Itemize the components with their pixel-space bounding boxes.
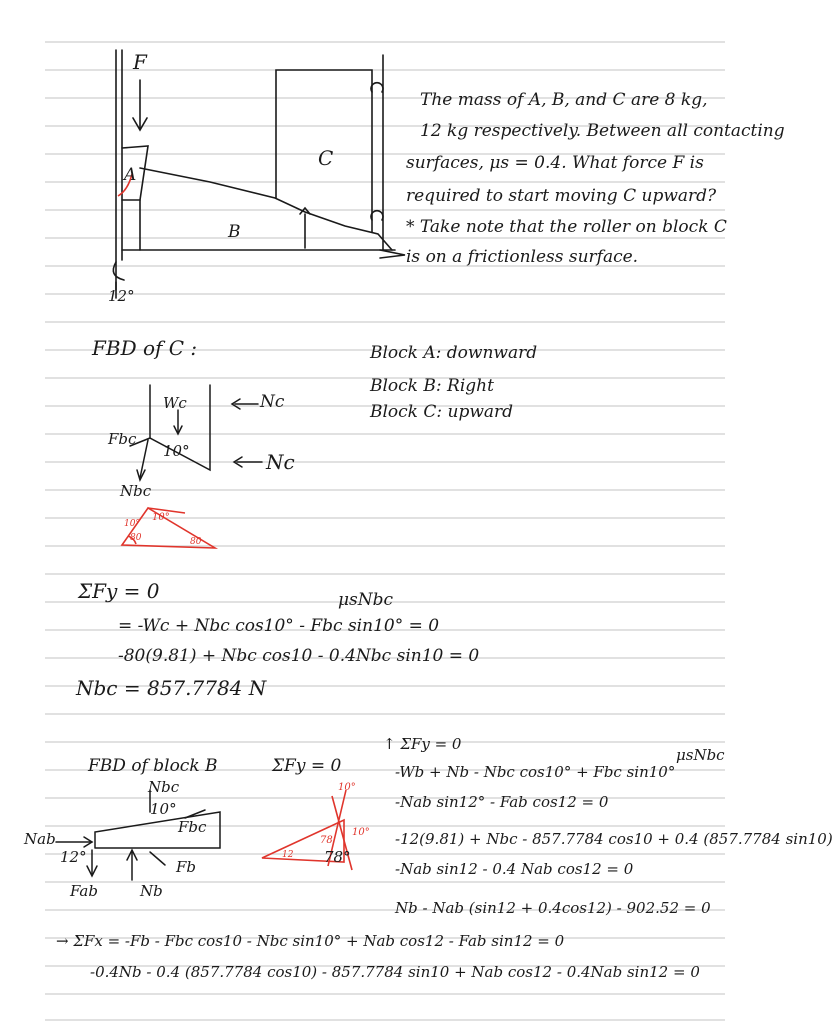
fbd-b-fab-label: Fab: [70, 882, 98, 900]
eq-b-line-5: -Nab sin12 - 0.4 Nab cos12 = 0: [395, 860, 634, 878]
problem-line-4: required to start moving C upward?: [406, 186, 717, 206]
problem-line-6: is on a frictionless surface.: [406, 247, 639, 267]
block-c-label: C: [318, 146, 334, 170]
eq-b-line-1: ↑ ΣFy = 0: [383, 735, 462, 753]
block-a-label: A: [124, 165, 137, 185]
fbd-b-nb-label: Nb: [140, 882, 163, 900]
problem-line-5: * Take note that the roller on block C: [406, 217, 727, 237]
nc-top-label: Nc: [260, 392, 285, 412]
nc-bottom-label: Nc: [266, 450, 295, 474]
angle-label: 12°: [108, 287, 135, 305]
eq-b-line-4: -12(9.81) + Nbc - 857.7784 cos10 + 0.4 (857.7784 sin10): [395, 830, 833, 848]
nbc-label: Nbc: [120, 482, 152, 500]
direction-a: Block A: downward: [370, 343, 538, 363]
problem-line-2: 12 kg respectively. Between all contacting: [420, 121, 785, 141]
wc-label: Wc: [163, 394, 187, 412]
eq-b-line-2: -Wb + Nb - Nbc cos10° + Fbc sin10°: [395, 763, 676, 781]
direction-b: Block B: Right: [370, 376, 494, 396]
fbd-b-10-label: 10°: [150, 800, 177, 818]
fbc-label: Fbc: [108, 430, 137, 448]
problem-line-1: The mass of A, B, and C are 8 kg,: [420, 90, 708, 110]
fbd-b-fb-label: Fb: [176, 858, 197, 876]
fbd-b-fbc-label: Fbc: [178, 818, 207, 836]
fbd-b-12-label: 12°: [60, 848, 87, 866]
svg-text:10°: 10°: [152, 512, 170, 523]
svg-text:12: 12: [282, 850, 294, 860]
force-label: F: [133, 50, 147, 74]
fbd-b-nab-label: Nab: [24, 830, 56, 848]
svg-text:10°: 10°: [338, 782, 356, 793]
eq-c-line-2: = -Wc + Nbc cos10° - Fbc sin10° = 0: [118, 616, 440, 636]
eq-x-line-1: → ΣFx = -Fb - Fbc cos10 - Nbc sin10° + Nab cos12 - Fab sin12 = 0: [56, 932, 565, 950]
fbd-b-diagram: [0, 0, 400, 900]
block-b-label: B: [228, 222, 241, 242]
eq-b-line-6: Nb - Nab (sin12 + 0.4cos12) - 902.52 = 0: [395, 899, 711, 917]
fbd-b-sum: ΣFy = 0: [272, 756, 342, 776]
svg-text:10°: 10°: [124, 519, 140, 529]
problem-line-3: surfaces, μs = 0.4. What force F is: [406, 153, 704, 173]
eq-c-result: Nbc = 857.7784 N: [76, 676, 267, 700]
svg-text:78: 78: [320, 835, 333, 846]
svg-text:80: 80: [130, 533, 142, 543]
mus-nbc-note: μsNbc: [338, 590, 394, 610]
svg-text:10°: 10°: [352, 827, 370, 838]
eq-c-line-1: ΣFy = 0: [78, 579, 160, 603]
eq-b-line-3: -Nab sin12° - Fab cos12 = 0: [395, 793, 609, 811]
svg-text:80: 80: [190, 537, 202, 547]
fbd-c-title: FBD of C :: [92, 336, 198, 360]
small-angle-label: 10°: [163, 442, 190, 460]
fbd-b-title: FBD of block B: [88, 756, 218, 776]
eq-c-line-3: -80(9.81) + Nbc cos10 - 0.4Nbc sin10 = 0: [118, 646, 480, 666]
direction-c: Block C: upward: [370, 402, 514, 422]
eq-x-line-2: -0.4Nb - 0.4 (857.7784 cos10) - 857.7784 sin10 + Nab cos12 - 0.4Nab sin12 = 0: [90, 963, 700, 981]
fbd-b-78-label: 78°: [324, 848, 351, 866]
eq-b-mus-note: μsNbc: [676, 746, 725, 764]
fbd-b-nbc-label: Nbc: [148, 778, 180, 796]
